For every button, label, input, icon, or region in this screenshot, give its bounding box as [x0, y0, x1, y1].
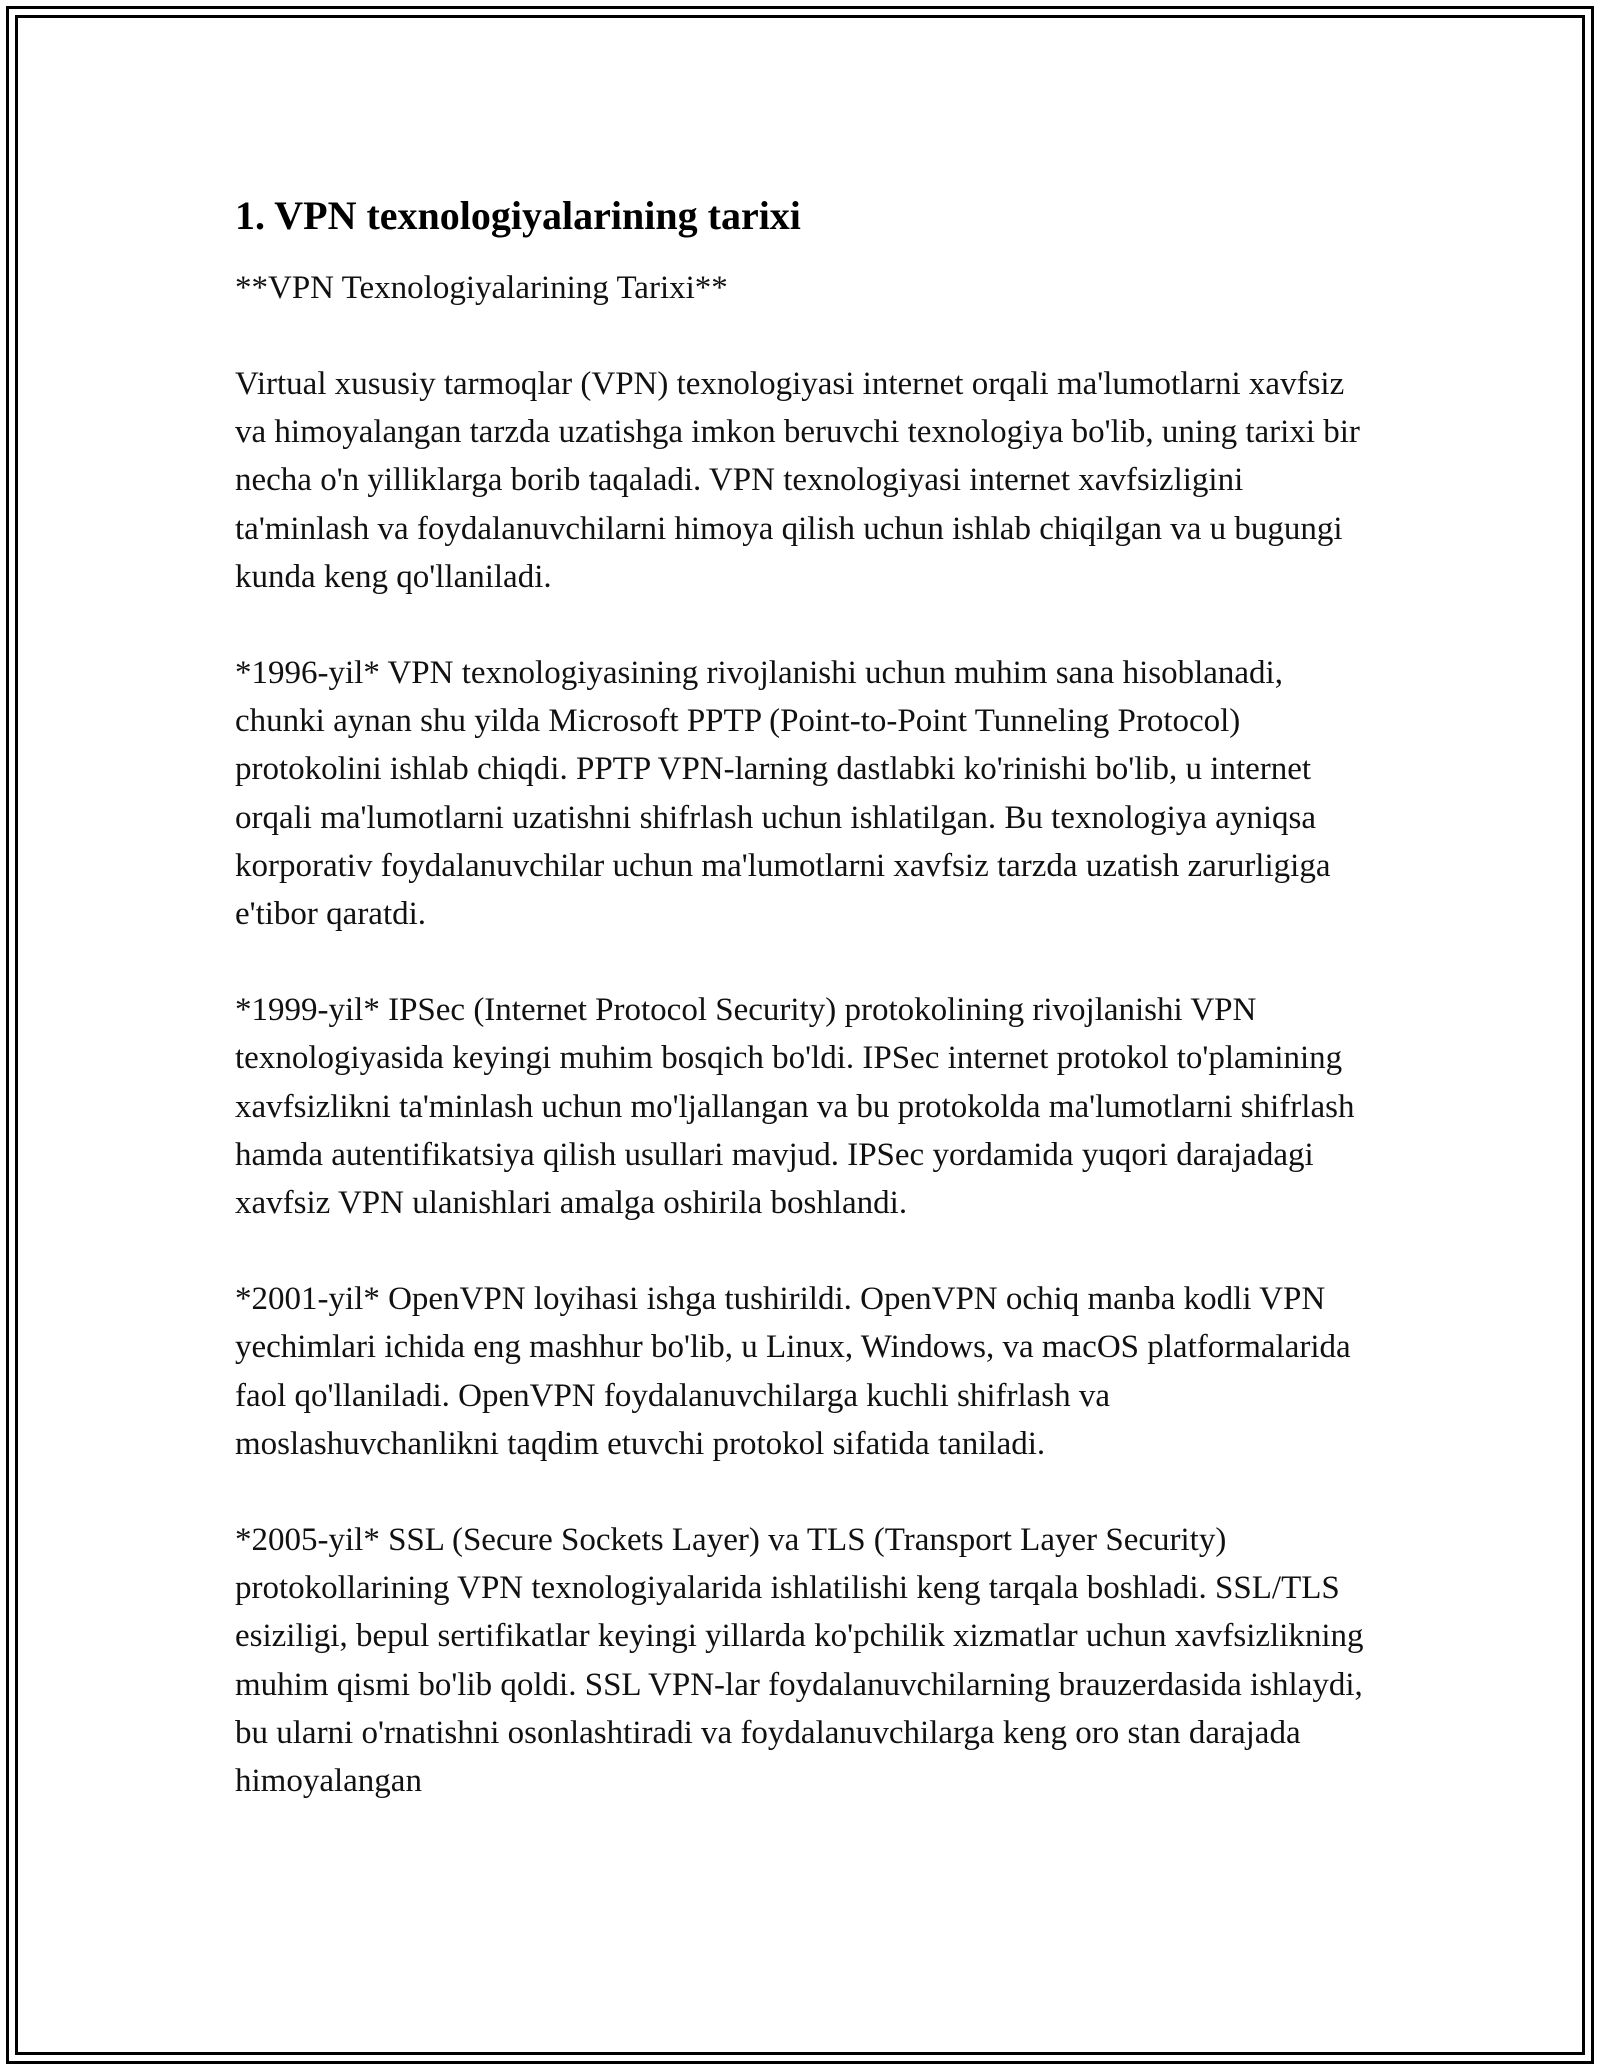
paragraph-1996: *1996-yil* VPN texnologiyasining rivojlanishi uchun muhim sana hisoblanadi, chunki aynan shu yilda Microsoft PPTP (Point-to-Point Tunneling Protocol) protokolini ishlab chiqdi. PPTP VPN-larning dastlabki ko'rinishi bo'lib, u internet orqali ma'lumotlarni uzatishni shifrlash uchun ishlatilgan. Bu texnologiya ayniqsa korporativ foydalanuvchilar uchun ma'lumotlarni xavfsiz tarzda uzatish zarurligiga e'tibor qaratdi.	[235, 655, 1331, 933]
paragraph-2005: *2005-yil* SSL (Secure Sockets Layer) va TLS (Transport Layer Security) protokollarining VPN texnologiyalarida ishlatilishi keng tarqala boshladi. SSL/TLS esiziligi, bepul sertifikatlar keyingi yillarda ko'pchilik xizmatlar uchun xavfsizlikning muhim qismi bo'lib qoldi. SSL VPN-lar foydalanuvchilarning brauzerdasida ishlaydi, bu ularni o'rnatishni osonlashtiradi va foydalanuvchilarga keng oro stan darajada himoyalangan	[235, 1522, 1364, 1800]
section-heading: 1. VPN texnologiyalarining tarixi	[235, 193, 801, 238]
document-body	[235, 188, 1370, 1805]
paragraph-intro: Virtual xususiy tarmoqlar (VPN) texnologiyasi internet orqali ma'lumotlarni xavfsiz va himoyalangan tarzda uzatishga imkon beruvchi texnologiya bo'lib, uning tarixi bir necha o'n yilliklarga borib taqaladi. VPN texnologiyasi internet xavfsizligini ta'minlash va foydalanuvchilarni himoya qilish uchun ishlab chiqilgan va u bugungi kunda keng qo'llaniladi.	[235, 366, 1360, 595]
paragraph-2001: *2001-yil* OpenVPN loyihasi ishga tushirildi. OpenVPN ochiq manba kodli VPN yechimlari ichida eng mashhur bo'lib, u Linux, Windows, va macOS platformalarida faol qo'llaniladi. OpenVPN foydalanuvchilarga kuchli shifrlash va moslashuvchanlikni taqdim etuvchi protokol sifatida taniladi.	[235, 1281, 1351, 1462]
document-subtitle: **VPN Texnologiyalarining Tarixi**	[235, 270, 728, 306]
paragraph-1999: *1999-yil* IPSec (Internet Protocol Security) protokolining rivojlanishi VPN texnologiyasida keyingi muhim bosqich bo'ldi. IPSec internet protokol to'plamining xavfsizlikni ta'minlash uchun mo'ljallangan va bu protokolda ma'lumotlarni shifrlash hamda autentifikatsiya qilish usullari mavjud. IPSec yordamida yuqori darajadagi xavfsiz VPN ulanishlari amalga oshirila boshlandi.	[235, 992, 1355, 1222]
